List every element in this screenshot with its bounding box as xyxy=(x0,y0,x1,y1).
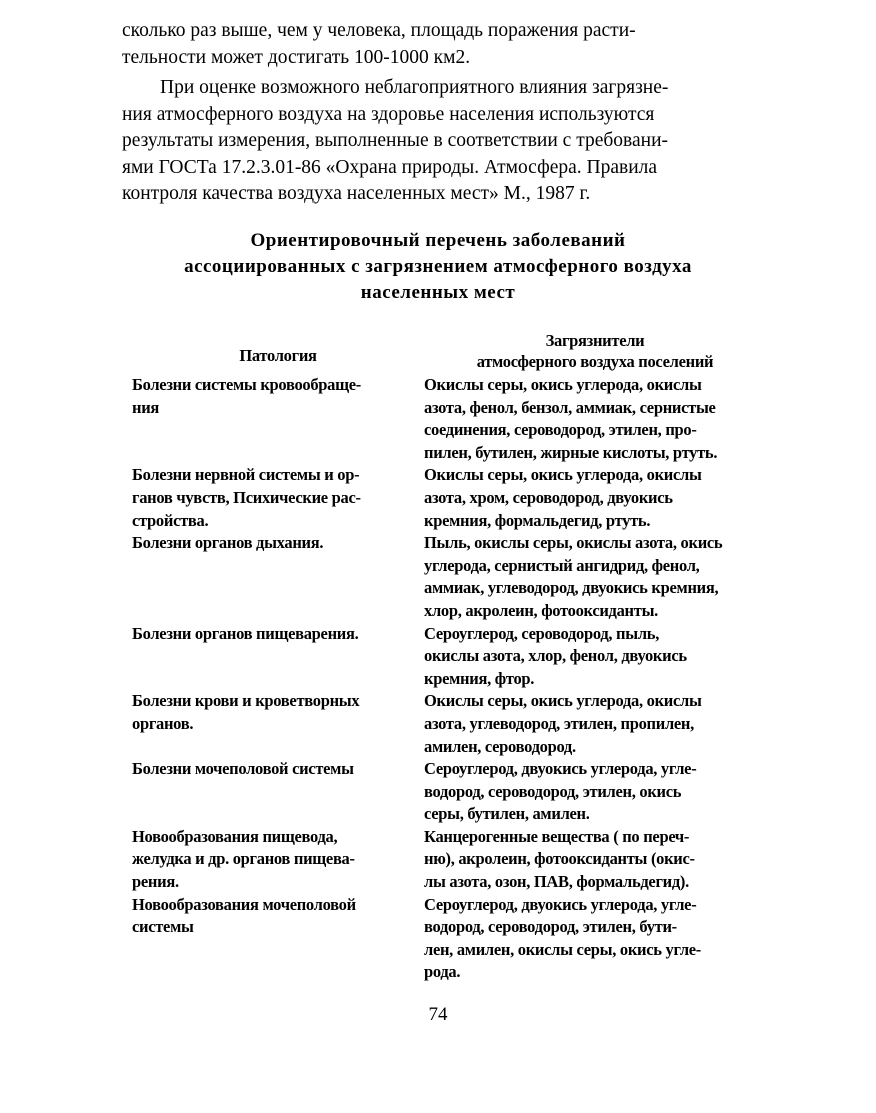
pollutants-cell xyxy=(424,826,760,894)
table-row xyxy=(132,758,762,826)
pathology-line: ния xyxy=(132,397,160,417)
table-row xyxy=(132,464,762,532)
pathology-cell xyxy=(132,623,414,646)
pollutant-line: водород, сероводород, этилен, окись xyxy=(424,781,682,801)
pathology-line: Болезни нервной системы и ор- xyxy=(132,465,360,485)
pathology-line: стройства. xyxy=(132,510,209,530)
pathology-cell xyxy=(132,532,414,555)
header-line: Загрязнители xyxy=(545,331,645,350)
paragraph-gost xyxy=(122,75,758,208)
table-row xyxy=(132,690,762,758)
pollutant-line: рода. xyxy=(424,962,461,982)
pathology-line: Новообразования мочеполовой xyxy=(132,894,356,914)
pollutant-line: Окислы серы, окись углерода, окислы xyxy=(424,691,702,711)
title-line: ассоциированных с загрязнением атмосферного воздуха xyxy=(184,256,692,277)
pathology-line: системы xyxy=(132,917,194,937)
pollutant-line: Пыль, окислы серы, окислы азота, окись xyxy=(424,533,723,553)
text-line: тельности может достигать 100-1000 км2. xyxy=(122,46,471,68)
pollutant-line: окислы азота, хлор, фенол, двуокись xyxy=(424,646,687,666)
pathology-line: Болезни органов пищеварения. xyxy=(132,623,359,643)
pollutant-line: соединения, сероводород, этилен, про- xyxy=(424,420,697,440)
pathology-line: Болезни системы кровообраще- xyxy=(132,375,361,394)
pollutant-line: кремния, фтор. xyxy=(424,668,535,688)
text-line: результаты измерения, выполненные в соответствии с требовани- xyxy=(122,130,669,151)
pollutant-line: Канцерогенные вещества ( по переч- xyxy=(424,826,690,846)
pathology-line: Новообразования пищевода, xyxy=(132,826,338,846)
paragraph-continuation xyxy=(122,18,758,71)
pollutant-line: Сероуглерод, двуокись углерода, угле- xyxy=(424,894,697,914)
table-title xyxy=(110,228,766,306)
disease-pollutant-table xyxy=(132,328,762,984)
pathology-line: желудка и др. органов пищева- xyxy=(132,849,355,869)
pathology-line: органов. xyxy=(132,713,194,733)
pollutant-line: пилен, бутилен, жирные кислоты, ртуть. xyxy=(424,442,718,462)
text-line: сколько раз выше, чем у человека, площадь поражения расти- xyxy=(122,20,636,41)
table-body xyxy=(132,374,762,984)
table-row xyxy=(132,894,762,984)
pathology-line: Болезни органов дыхания. xyxy=(132,533,324,553)
pollutants-cell xyxy=(424,532,760,622)
pollutants-cell xyxy=(424,464,760,532)
pollutant-line: азота, углеводород, этилен, пропилен, xyxy=(424,713,694,733)
pollutants-cell xyxy=(424,690,760,758)
page-number: 74 xyxy=(428,1004,448,1025)
title-line: Ориентировочный перечень заболеваний xyxy=(250,230,626,251)
pollutants-cell xyxy=(424,758,760,826)
table-row xyxy=(132,532,762,622)
table-header xyxy=(132,328,762,374)
text-line: ния атмосферного воздуха на здоровье населения используются xyxy=(122,103,655,125)
pollutant-line: лы азота, озон, ПАВ, формальдегид). xyxy=(424,872,689,892)
pollutant-line: Окислы серы, окись углерода, окислы xyxy=(424,375,702,394)
pollutants-cell xyxy=(424,623,760,691)
pollutant-line: углерода, сернистый ангидрид, фенол, xyxy=(424,555,700,575)
table-row xyxy=(132,623,762,691)
pollutant-line: кремния, формальдегид, ртуть. xyxy=(424,510,651,530)
pollutant-line: лен, амилен, окислы серы, окись угле- xyxy=(424,939,701,959)
header-line: атмосферного воздуха поселений xyxy=(476,352,714,371)
pathology-line: Болезни мочеполовой системы xyxy=(132,759,354,779)
text-line: контроля качества воздуха населенных мест» М., 1987 г. xyxy=(122,183,591,204)
pathology-cell xyxy=(132,758,414,781)
pollutant-line: серы, бутилен, амилен. xyxy=(424,804,590,824)
intro-text xyxy=(122,18,758,208)
pathology-line: Болезни крови и кроветворных xyxy=(132,691,360,711)
pollutant-line: аммиак, углеводород, двуокись кремния, xyxy=(424,578,719,598)
pollutant-line: азота, хром, сероводород, двуокись xyxy=(424,487,673,507)
title-line: населенных мест xyxy=(360,282,516,303)
pathology-line: рения. xyxy=(132,872,179,892)
pollutant-line: амилен, сероводород. xyxy=(424,736,576,756)
pollutant-line: хлор, акролеин, фотооксиданты. xyxy=(424,600,658,620)
column-header-pollutants xyxy=(428,330,762,372)
pathology-cell xyxy=(132,826,414,894)
pollutant-line: Сероуглерод, сероводород, пыль, xyxy=(424,623,660,643)
pathology-cell xyxy=(132,374,414,419)
pathology-cell xyxy=(132,894,414,939)
pollutants-cell xyxy=(424,374,760,464)
pollutants-cell xyxy=(424,894,760,984)
pathology-cell xyxy=(132,464,414,532)
pollutant-line: водород, сероводород, этилен, бути- xyxy=(424,917,677,937)
table-row xyxy=(132,374,762,464)
pathology-line: ганов чувств, Психические рас- xyxy=(132,487,361,507)
pollutant-line: азота, фенол, бензол, аммиак, сернистые xyxy=(424,397,716,417)
pathology-cell xyxy=(132,690,414,735)
pollutant-line: Сероуглерод, двуокись углерода, угле- xyxy=(424,759,697,779)
text-line: ями ГОСТа 17.2.3.01-86 «Охрана природы. Атмосфера. Правила xyxy=(122,156,658,178)
pollutant-line: ню), акролеин, фотооксиданты (окис- xyxy=(424,849,695,869)
text-line: При оценке возможного неблагоприятного влияния загрязне- xyxy=(160,77,669,98)
column-header-pathology: Патология xyxy=(239,345,317,365)
pollutant-line: Окислы серы, окись углерода, окислы xyxy=(424,465,702,485)
table-row xyxy=(132,826,762,894)
